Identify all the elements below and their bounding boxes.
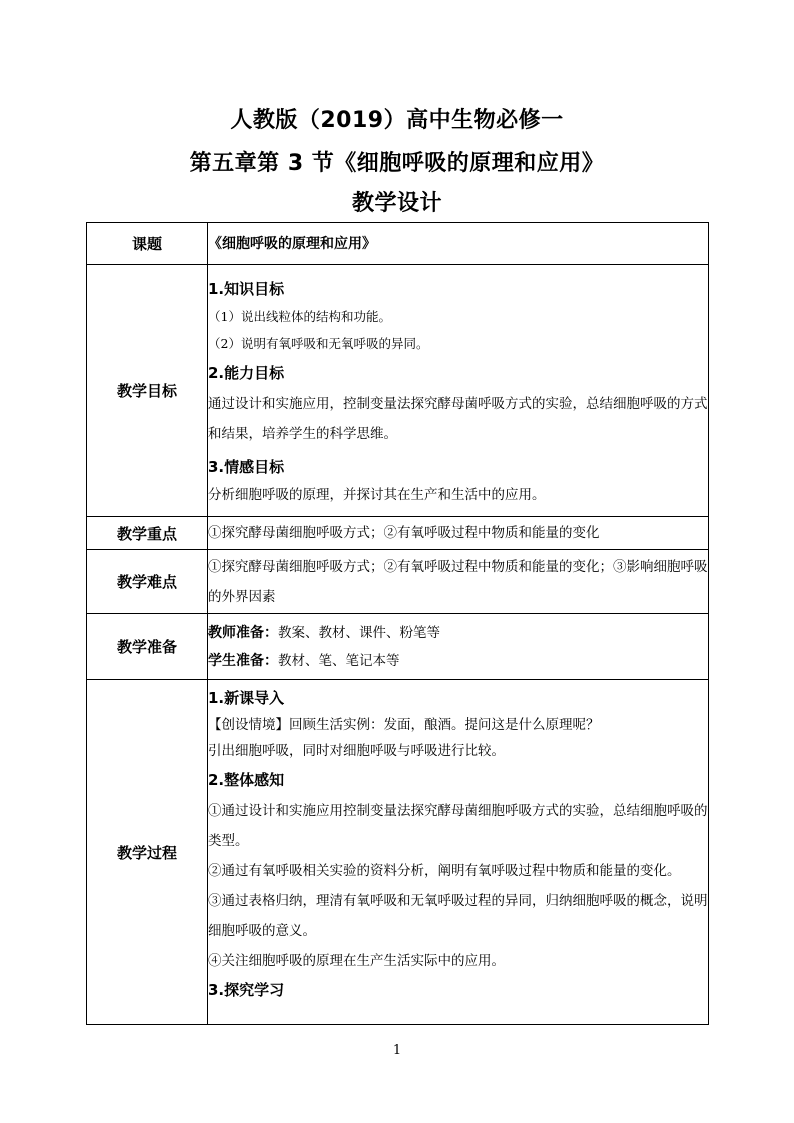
knowledge-heading: 1.知识目标: [208, 279, 285, 298]
intro-lead: 引出细胞呼吸，同时对细胞呼吸与呼吸进行比较。: [208, 743, 505, 759]
objectives-label: 教学目标: [87, 265, 208, 517]
overview-heading: 2.整体感知: [208, 771, 285, 789]
key-points-label: 教学重点: [87, 517, 208, 550]
page-number: 1: [392, 1043, 402, 1058]
difficulties-content: [208, 550, 709, 614]
difficulties-label: 教学难点: [87, 550, 208, 614]
table-row-objectives: [87, 265, 709, 517]
student-preparation: [208, 647, 708, 675]
preparation-content: [208, 614, 709, 680]
emotion-heading: 3.情感目标: [208, 457, 285, 476]
inquiry-heading: 3.探究学习: [208, 981, 285, 999]
topic-value: [208, 223, 709, 265]
student-preparation-label: 学生准备：: [208, 652, 278, 669]
table-row-key-points: [87, 517, 709, 550]
table-row-topic: [87, 223, 709, 265]
table-row-difficulties: [87, 550, 709, 614]
intro-scenario: 【创设情境】回顾生活实例：发面，酿酒。提问这是什么原理呢？: [208, 717, 600, 733]
difficulties-text: ①探究酵母菌细胞呼吸方式；②有氧呼吸过程中物质和能量的变化；③影响细胞呼吸的外界因素: [208, 558, 708, 605]
overview-item-1: ①通过设计和实施应用控制变量法探究酵母菌细胞呼吸方式的实验，总结细胞呼吸的类型。: [208, 803, 708, 849]
teacher-preparation-label: 教师准备：: [208, 624, 278, 641]
topic-label: 课题: [87, 223, 208, 265]
key-points-content: [208, 517, 709, 550]
overview-item-3: ③通过表格归纳，理清有氧呼吸和无氧呼吸过程的异同，归纳细胞呼吸的概念，说明细胞呼吸的意义。: [208, 893, 708, 939]
teacher-preparation-value: 教案、教材、课件、粉笔等: [278, 624, 440, 641]
overview-item-4: ④关注细胞呼吸的原理在生产生活实际中的应用。: [208, 953, 505, 969]
document-title: 人教版（2019）高中生物必修一: [230, 108, 564, 133]
overview-item-2: ②通过有氧呼吸相关实验的资料分析，阐明有氧呼吸过程中物质和能量的变化。: [208, 863, 681, 879]
chapter-title: 第五章第 3 节《细胞呼吸的原理和应用》: [189, 151, 605, 176]
process-content: [208, 680, 709, 1025]
preparation-label: 教学准备: [87, 614, 208, 680]
document-subtitle: 教学设计: [351, 191, 442, 216]
topic-text: 《细胞呼吸的原理和应用》: [208, 235, 376, 252]
intro-heading: 1.新课导入: [208, 689, 285, 707]
knowledge-item-1: （1）说出线粒体的结构和功能。: [208, 308, 391, 324]
table-row-process: [87, 680, 709, 1025]
lesson-plan-table: [86, 222, 709, 1025]
emotion-text: 分析细胞呼吸的原理，并探讨其在生产和生活中的应用。: [208, 486, 546, 503]
objectives-content: [208, 265, 709, 517]
ability-heading: 2.能力目标: [208, 363, 285, 382]
teacher-preparation: [208, 619, 708, 647]
table-row-preparation: [87, 614, 709, 680]
knowledge-item-2: （2）说明有氧呼吸和无氧呼吸的异同。: [208, 335, 429, 351]
process-label: 教学过程: [87, 680, 208, 1025]
student-preparation-value: 教材、笔、笔记本等: [278, 652, 400, 669]
key-points-text: ①探究酵母菌细胞呼吸方式；②有氧呼吸过程中物质和能量的变化: [208, 525, 600, 541]
ability-text: 通过设计和实施应用，控制变量法探究酵母菌呼吸方式的实验，总结细胞呼吸的方式和结果，培养学生的科学思维。: [208, 395, 708, 442]
